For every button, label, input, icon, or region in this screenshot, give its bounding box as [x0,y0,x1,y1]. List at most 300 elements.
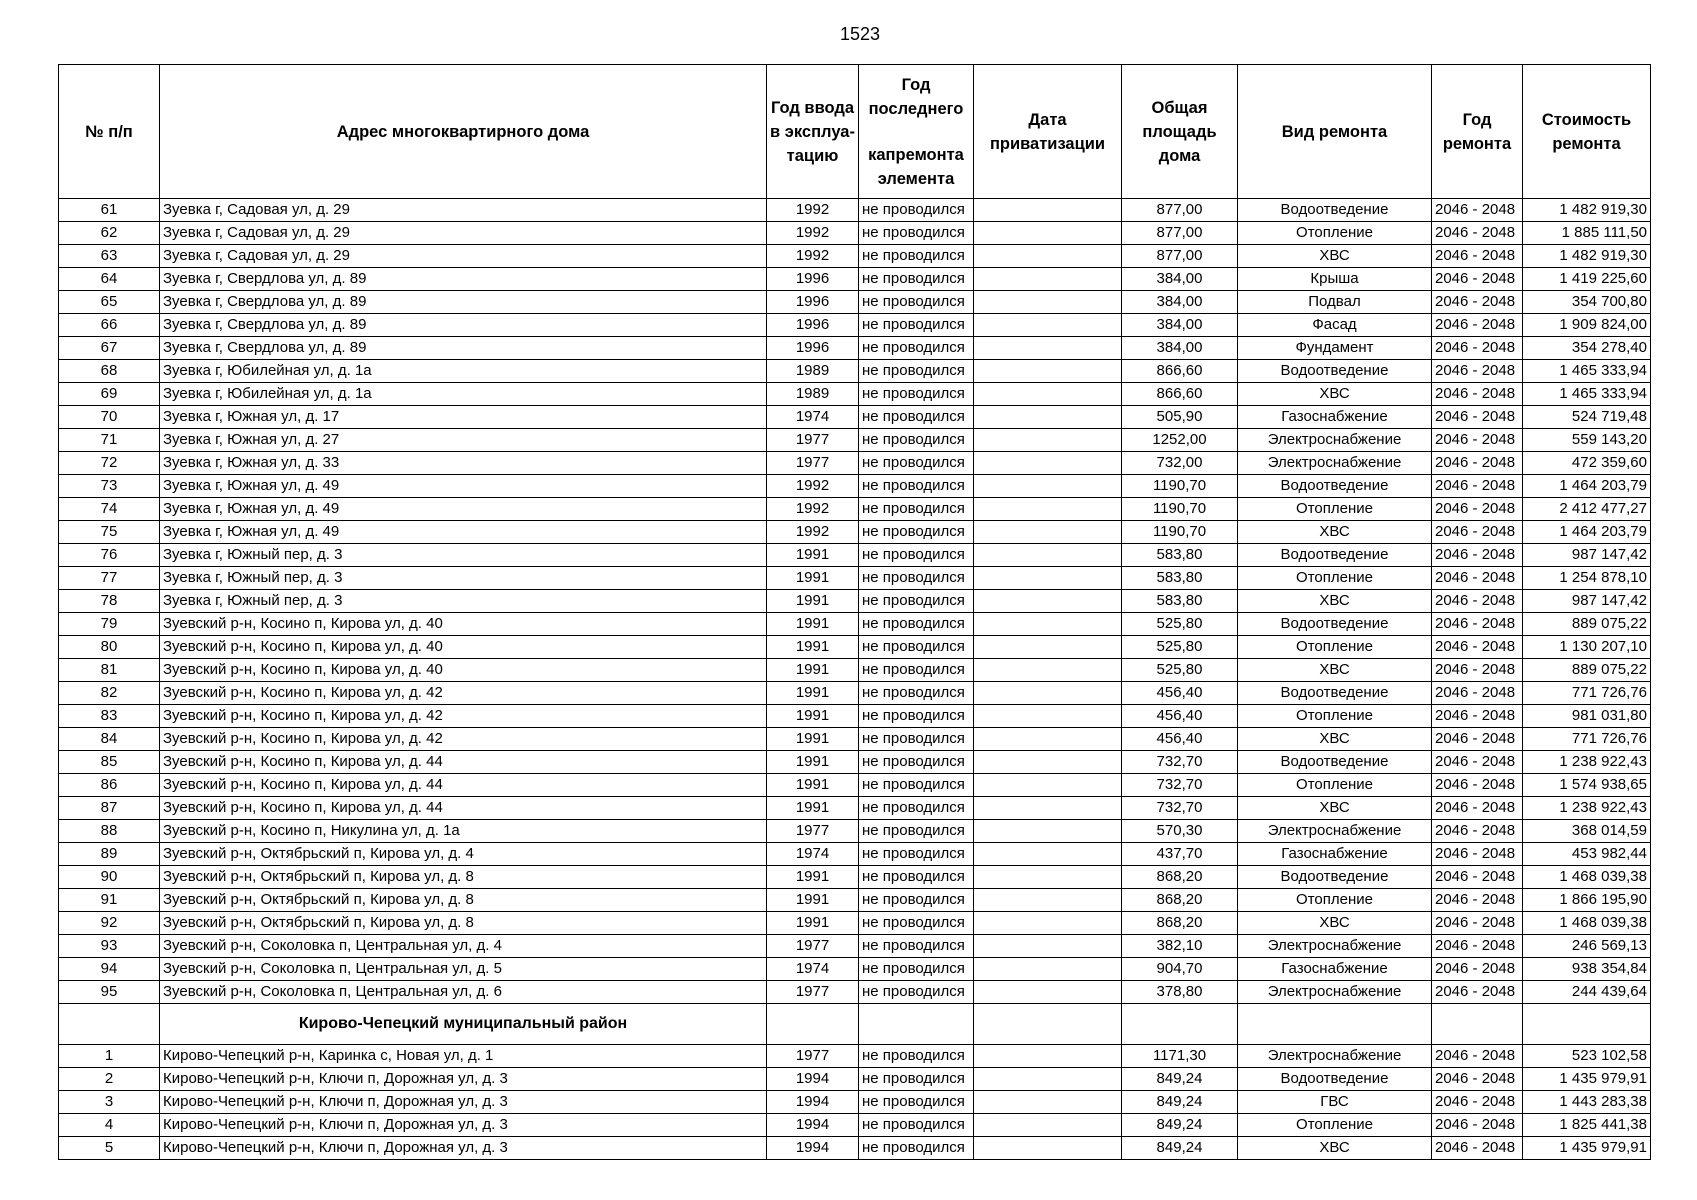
cell-year-commission: 1989 [767,360,859,383]
cell-num: 83 [59,705,160,728]
cell-cost: 771 726,76 [1523,728,1651,751]
cell-last-repair: не проводился [859,1114,974,1137]
cell-privatization [974,475,1122,498]
cell-num: 84 [59,728,160,751]
cell-year-commission: 1991 [767,774,859,797]
cell-repair-type: Отопление [1238,498,1432,521]
cell-repair-year: 2046 - 2048 [1432,337,1523,360]
cell-area: 1190,70 [1122,475,1238,498]
table-row [59,889,1651,912]
cell-last-repair: не проводился [859,774,974,797]
cell-address: Зуевка г, Свердлова ул, д. 89 [160,337,767,360]
cell-repair-type: ХВС [1238,590,1432,613]
cell-num: 90 [59,866,160,889]
header-row [59,65,1651,199]
table-row [59,866,1651,889]
cell-address: Зуевский р-н, Октябрьский п, Кирова ул, д. 8 [160,889,767,912]
cell-num: 62 [59,222,160,245]
cell-num: 85 [59,751,160,774]
cell-privatization [974,728,1122,751]
cell-repair-type: Электроснабжение [1238,935,1432,958]
table-row [59,1091,1651,1114]
cell-repair-year: 2046 - 2048 [1432,1091,1523,1114]
cell-privatization [974,636,1122,659]
table-row [59,1045,1651,1068]
cell-last-repair: не проводился [859,360,974,383]
cell-year-commission: 1996 [767,268,859,291]
cell-num: 63 [59,245,160,268]
table-row [59,820,1651,843]
cell-area: 732,70 [1122,751,1238,774]
cell-num: 87 [59,797,160,820]
cell-cost: 1 465 333,94 [1523,383,1651,406]
cell-cost: 1 464 203,79 [1523,521,1651,544]
cell-repair-year: 2046 - 2048 [1432,475,1523,498]
cell-last-repair: не проводился [859,544,974,567]
cell-repair-year: 2046 - 2048 [1432,843,1523,866]
cell-area: 456,40 [1122,705,1238,728]
cell-repair-type: Отопление [1238,1114,1432,1137]
cell-cost: 1 238 922,43 [1523,797,1651,820]
cell-repair-type: ХВС [1238,659,1432,682]
table-row [59,452,1651,475]
table-row [59,567,1651,590]
cell-cost: 889 075,22 [1523,613,1651,636]
table-row [59,659,1651,682]
cell-cost: 981 031,80 [1523,705,1651,728]
cell-num: 3 [59,1091,160,1114]
cell-last-repair: не проводился [859,820,974,843]
table-row [59,912,1651,935]
cell-repair-type: Электроснабжение [1238,981,1432,1004]
cell-year-commission: 1977 [767,1045,859,1068]
cell-repair-year: 2046 - 2048 [1432,544,1523,567]
cell-year-commission: 1992 [767,222,859,245]
cell-last-repair: не проводился [859,498,974,521]
cell-address: Зуевка г, Южный пер, д. 3 [160,567,767,590]
cell-address: Зуевка г, Южная ул, д. 17 [160,406,767,429]
cell-address: Зуевка г, Южная ул, д. 49 [160,498,767,521]
cell-address: Зуевка г, Садовая ул, д. 29 [160,199,767,222]
table-row [59,314,1651,337]
cell-repair-year: 2046 - 2048 [1432,981,1523,1004]
cell-cost: 1 825 441,38 [1523,1114,1651,1137]
cell-privatization [974,360,1122,383]
cell-last-repair: не проводился [859,406,974,429]
cell-area: 456,40 [1122,728,1238,751]
cell-cost: 1 468 039,38 [1523,912,1651,935]
cell-area: 877,00 [1122,199,1238,222]
cell-repair-year: 2046 - 2048 [1432,406,1523,429]
cell-privatization [974,337,1122,360]
cell-address: Зуевка г, Юбилейная ул, д. 1а [160,383,767,406]
cell-cost: 1 130 207,10 [1523,636,1651,659]
cell-address: Зуевка г, Южная ул, д. 27 [160,429,767,452]
cell-last-repair: не проводился [859,866,974,889]
section-block [59,1004,1651,1045]
cell-address: Зуевка г, Южный пер, д. 3 [160,544,767,567]
cell-privatization [974,521,1122,544]
cell-year-commission: 1991 [767,636,859,659]
cell-cost: 1 464 203,79 [1523,475,1651,498]
cell-address: Кирово-Чепецкий р-н, Ключи п, Дорожная ул, д. 3 [160,1068,767,1091]
cell-num: 81 [59,659,160,682]
cell-privatization [974,1114,1122,1137]
cell-privatization [974,935,1122,958]
cell-year-commission: 1991 [767,567,859,590]
cell-area: 1252,00 [1122,429,1238,452]
cell-privatization [974,613,1122,636]
table-row [59,1114,1651,1137]
cell-privatization [974,751,1122,774]
cell-privatization [974,705,1122,728]
cell-address: Зуевский р-н, Косино п, Кирова ул, д. 40 [160,613,767,636]
cell-address: Зуевка г, Южная ул, д. 33 [160,452,767,475]
cell-repair-year: 2046 - 2048 [1432,958,1523,981]
table-row [59,682,1651,705]
table-row [59,774,1651,797]
header-area: Общая площадь дома [1122,65,1238,199]
cell-last-repair: не проводился [859,1045,974,1068]
cell-year-commission: 1994 [767,1137,859,1160]
cell-year-commission: 1991 [767,682,859,705]
cell-address: Кирово-Чепецкий р-н, Ключи п, Дорожная ул, д. 3 [160,1091,767,1114]
cell-num: 79 [59,613,160,636]
cell-last-repair: не проводился [859,797,974,820]
cell-repair-year: 2046 - 2048 [1432,636,1523,659]
cell-address: Зуевский р-н, Октябрьский п, Кирова ул, д. 8 [160,866,767,889]
cell-cost: 1 435 979,91 [1523,1137,1651,1160]
cell-area: 732,70 [1122,797,1238,820]
cell-cost: 523 102,58 [1523,1045,1651,1068]
table-row [59,406,1651,429]
cell-repair-year: 2046 - 2048 [1432,567,1523,590]
cell-privatization [974,245,1122,268]
cell-privatization [974,291,1122,314]
cell-last-repair: не проводился [859,268,974,291]
cell-repair-year: 2046 - 2048 [1432,1114,1523,1137]
cell-privatization [974,866,1122,889]
cell-year-commission: 1991 [767,659,859,682]
cell-address: Зуевка г, Свердлова ул, д. 89 [160,314,767,337]
cell-num: 76 [59,544,160,567]
cell-num: 61 [59,199,160,222]
cell-cost: 368 014,59 [1523,820,1651,843]
cell-repair-type: Водоотведение [1238,1068,1432,1091]
cell-cost: 1 885 111,50 [1523,222,1651,245]
cell-repair-type: Отопление [1238,774,1432,797]
table-row [59,981,1651,1004]
cell-repair-year: 2046 - 2048 [1432,199,1523,222]
cell-year-commission: 1992 [767,199,859,222]
cell-privatization [974,1091,1122,1114]
cell-privatization [974,567,1122,590]
cell-num: 69 [59,383,160,406]
cell-area: 1171,30 [1122,1045,1238,1068]
cell-address: Зуевка г, Южная ул, д. 49 [160,475,767,498]
cell-last-repair: не проводился [859,751,974,774]
cell-area: 384,00 [1122,291,1238,314]
cell-year-commission: 1994 [767,1068,859,1091]
cell-cost: 244 439,64 [1523,981,1651,1004]
cell-repair-year: 2046 - 2048 [1432,889,1523,912]
cell-last-repair: не проводился [859,682,974,705]
table-row [59,268,1651,291]
cell-last-repair: не проводился [859,1137,974,1160]
cell-address: Зуевский р-н, Октябрьский п, Кирова ул, д. 8 [160,912,767,935]
cell-privatization [974,222,1122,245]
cell-area: 583,80 [1122,544,1238,567]
cell-area: 849,24 [1122,1091,1238,1114]
cell-repair-year: 2046 - 2048 [1432,774,1523,797]
cell-repair-year: 2046 - 2048 [1432,820,1523,843]
cell-cost: 1 866 195,90 [1523,889,1651,912]
cell-cost: 987 147,42 [1523,590,1651,613]
cell-year-commission: 1977 [767,935,859,958]
cell-last-repair: не проводился [859,981,974,1004]
cell-repair-type: ХВС [1238,912,1432,935]
table-row [59,636,1651,659]
cell-repair-year: 2046 - 2048 [1432,1068,1523,1091]
cell-cost: 453 982,44 [1523,843,1651,866]
cell-privatization [974,774,1122,797]
cell-last-repair: не проводился [859,222,974,245]
cell-privatization [974,1137,1122,1160]
table-row [59,705,1651,728]
cell-area: 849,24 [1122,1137,1238,1160]
cell-year-commission: 1977 [767,820,859,843]
cell-year-commission: 1991 [767,544,859,567]
cell-privatization [974,889,1122,912]
cell-num: 93 [59,935,160,958]
cell-repair-type: Подвал [1238,291,1432,314]
cell-repair-year: 2046 - 2048 [1432,360,1523,383]
cell-address: Зуевка г, Юбилейная ул, д. 1а [160,360,767,383]
cell-repair-type: Водоотведение [1238,360,1432,383]
cell-num: 80 [59,636,160,659]
cell-repair-type: Крыша [1238,268,1432,291]
cell-last-repair: не проводился [859,935,974,958]
cell-cost: 246 569,13 [1523,935,1651,958]
cell-privatization [974,1068,1122,1091]
cell-last-repair: не проводился [859,291,974,314]
cell-repair-type: ХВС [1238,383,1432,406]
cell-address: Зуевский р-н, Соколовка п, Центральная ул, д. 5 [160,958,767,981]
cell-address: Зуевка г, Садовая ул, д. 29 [160,245,767,268]
cell-repair-type: Электроснабжение [1238,429,1432,452]
cell-cost: 889 075,22 [1523,659,1651,682]
cell-repair-type: Газоснабжение [1238,406,1432,429]
cell-cost: 1 419 225,60 [1523,268,1651,291]
cell-year-commission: 1989 [767,383,859,406]
table-row [59,958,1651,981]
cell-area: 570,30 [1122,820,1238,843]
table-row [59,383,1651,406]
cell-last-repair: не проводился [859,314,974,337]
cell-repair-year: 2046 - 2048 [1432,222,1523,245]
cell-area: 904,70 [1122,958,1238,981]
cell-cost: 987 147,42 [1523,544,1651,567]
cell-num: 67 [59,337,160,360]
cell-num: 1 [59,1045,160,1068]
cell-num: 77 [59,567,160,590]
cell-cost: 1 435 979,91 [1523,1068,1651,1091]
cell-privatization [974,498,1122,521]
cell-year-commission: 1992 [767,245,859,268]
cell-repair-type: ХВС [1238,245,1432,268]
cell-area: 384,00 [1122,314,1238,337]
cell-num: 91 [59,889,160,912]
cell-last-repair: не проводился [859,337,974,360]
cell-address: Зуевский р-н, Косино п, Кирова ул, д. 40 [160,659,767,682]
header-repair-year: Год ремонта [1432,65,1523,199]
section-title: Кирово-Чепецкий муниципальный район [160,1004,767,1045]
cell-last-repair: не проводился [859,521,974,544]
table-row [59,360,1651,383]
cell-num: 92 [59,912,160,935]
cell-last-repair: не проводился [859,429,974,452]
table-row [59,199,1651,222]
cell-repair-year: 2046 - 2048 [1432,383,1523,406]
repair-table [58,64,1651,1160]
cell-address: Кирово-Чепецкий р-н, Ключи п, Дорожная ул, д. 3 [160,1137,767,1160]
cell-year-commission: 1974 [767,958,859,981]
cell-area: 382,10 [1122,935,1238,958]
cell-repair-year: 2046 - 2048 [1432,291,1523,314]
cell-area: 849,24 [1122,1068,1238,1091]
header-privatization: Дата приватизации [974,65,1122,199]
table-row [59,245,1651,268]
cell-repair-type: ХВС [1238,521,1432,544]
header-year-commission: Год ввода в эксплуа-тацию [767,65,859,199]
cell-cost: 1 482 919,30 [1523,199,1651,222]
cell-last-repair: не проводился [859,475,974,498]
cell-area: 384,00 [1122,337,1238,360]
cell-repair-type: Водоотведение [1238,613,1432,636]
cell-cost: 559 143,20 [1523,429,1651,452]
cell-cost: 1 468 039,38 [1523,866,1651,889]
cell-area: 732,00 [1122,452,1238,475]
cell-repair-type: Водоотведение [1238,199,1432,222]
cell-area: 868,20 [1122,912,1238,935]
cell-address: Зуевский р-н, Косино п, Кирова ул, д. 44 [160,751,767,774]
cell-area: 1190,70 [1122,498,1238,521]
table-row [59,797,1651,820]
cell-privatization [974,406,1122,429]
cell-repair-year: 2046 - 2048 [1432,245,1523,268]
cell-repair-year: 2046 - 2048 [1432,1045,1523,1068]
table-body-bottom [59,1045,1651,1160]
cell-repair-type: ГВС [1238,1091,1432,1114]
cell-privatization [974,820,1122,843]
cell-cost: 1 482 919,30 [1523,245,1651,268]
cell-repair-type: Электроснабжение [1238,1045,1432,1068]
cell-last-repair: не проводился [859,912,974,935]
cell-privatization [974,544,1122,567]
cell-cost: 1 443 283,38 [1523,1091,1651,1114]
cell-privatization [974,981,1122,1004]
cell-last-repair: не проводился [859,1091,974,1114]
header-cost: Стоимость ремонта [1523,65,1651,199]
cell-last-repair: не проводился [859,636,974,659]
table-row [59,498,1651,521]
cell-privatization [974,958,1122,981]
cell-repair-year: 2046 - 2048 [1432,429,1523,452]
cell-repair-type: Водоотведение [1238,544,1432,567]
cell-repair-type: Фундамент [1238,337,1432,360]
table-row [59,935,1651,958]
cell-cost: 1 574 938,65 [1523,774,1651,797]
cell-privatization [974,682,1122,705]
cell-num: 64 [59,268,160,291]
cell-repair-type: Водоотведение [1238,866,1432,889]
cell-address: Зуевка г, Свердлова ул, д. 89 [160,268,767,291]
cell-repair-year: 2046 - 2048 [1432,590,1523,613]
cell-cost: 938 354,84 [1523,958,1651,981]
cell-address: Зуевский р-н, Косино п, Кирова ул, д. 44 [160,797,767,820]
header-last-repair-b: капремонта элемента [868,145,964,188]
cell-cost: 771 726,76 [1523,682,1651,705]
cell-repair-type: Отопление [1238,222,1432,245]
header-last-repair [859,65,974,199]
cell-year-commission: 1991 [767,889,859,912]
cell-num: 78 [59,590,160,613]
cell-num: 75 [59,521,160,544]
cell-area: 868,20 [1122,866,1238,889]
cell-address: Кирово-Чепецкий р-н, Ключи п, Дорожная ул, д. 3 [160,1114,767,1137]
cell-area: 868,20 [1122,889,1238,912]
cell-num: 72 [59,452,160,475]
cell-num: 68 [59,360,160,383]
cell-year-commission: 1991 [767,613,859,636]
table-row [59,1068,1651,1091]
table-row [59,521,1651,544]
table-row [59,475,1651,498]
cell-privatization [974,590,1122,613]
cell-cost: 354 700,80 [1523,291,1651,314]
cell-num: 86 [59,774,160,797]
cell-repair-year: 2046 - 2048 [1432,935,1523,958]
cell-repair-year: 2046 - 2048 [1432,1137,1523,1160]
cell-repair-year: 2046 - 2048 [1432,866,1523,889]
cell-cost: 1 909 824,00 [1523,314,1651,337]
cell-repair-year: 2046 - 2048 [1432,659,1523,682]
cell-repair-year: 2046 - 2048 [1432,912,1523,935]
cell-last-repair: не проводился [859,728,974,751]
table-row [59,1137,1651,1160]
cell-cost: 2 412 477,27 [1523,498,1651,521]
cell-area: 525,80 [1122,659,1238,682]
cell-repair-year: 2046 - 2048 [1432,268,1523,291]
cell-last-repair: не проводился [859,889,974,912]
cell-privatization [974,383,1122,406]
cell-repair-year: 2046 - 2048 [1432,728,1523,751]
cell-repair-year: 2046 - 2048 [1432,521,1523,544]
header-repair-type: Вид ремонта [1238,65,1432,199]
cell-last-repair: не проводился [859,567,974,590]
cell-num: 94 [59,958,160,981]
table-row [59,728,1651,751]
cell-repair-type: Электроснабжение [1238,820,1432,843]
cell-repair-year: 2046 - 2048 [1432,613,1523,636]
cell-cost: 1 465 333,94 [1523,360,1651,383]
cell-address: Зуевский р-н, Соколовка п, Центральная ул, д. 4 [160,935,767,958]
cell-year-commission: 1992 [767,475,859,498]
cell-area: 437,70 [1122,843,1238,866]
cell-num: 95 [59,981,160,1004]
cell-repair-type: Отопление [1238,636,1432,659]
cell-num: 73 [59,475,160,498]
